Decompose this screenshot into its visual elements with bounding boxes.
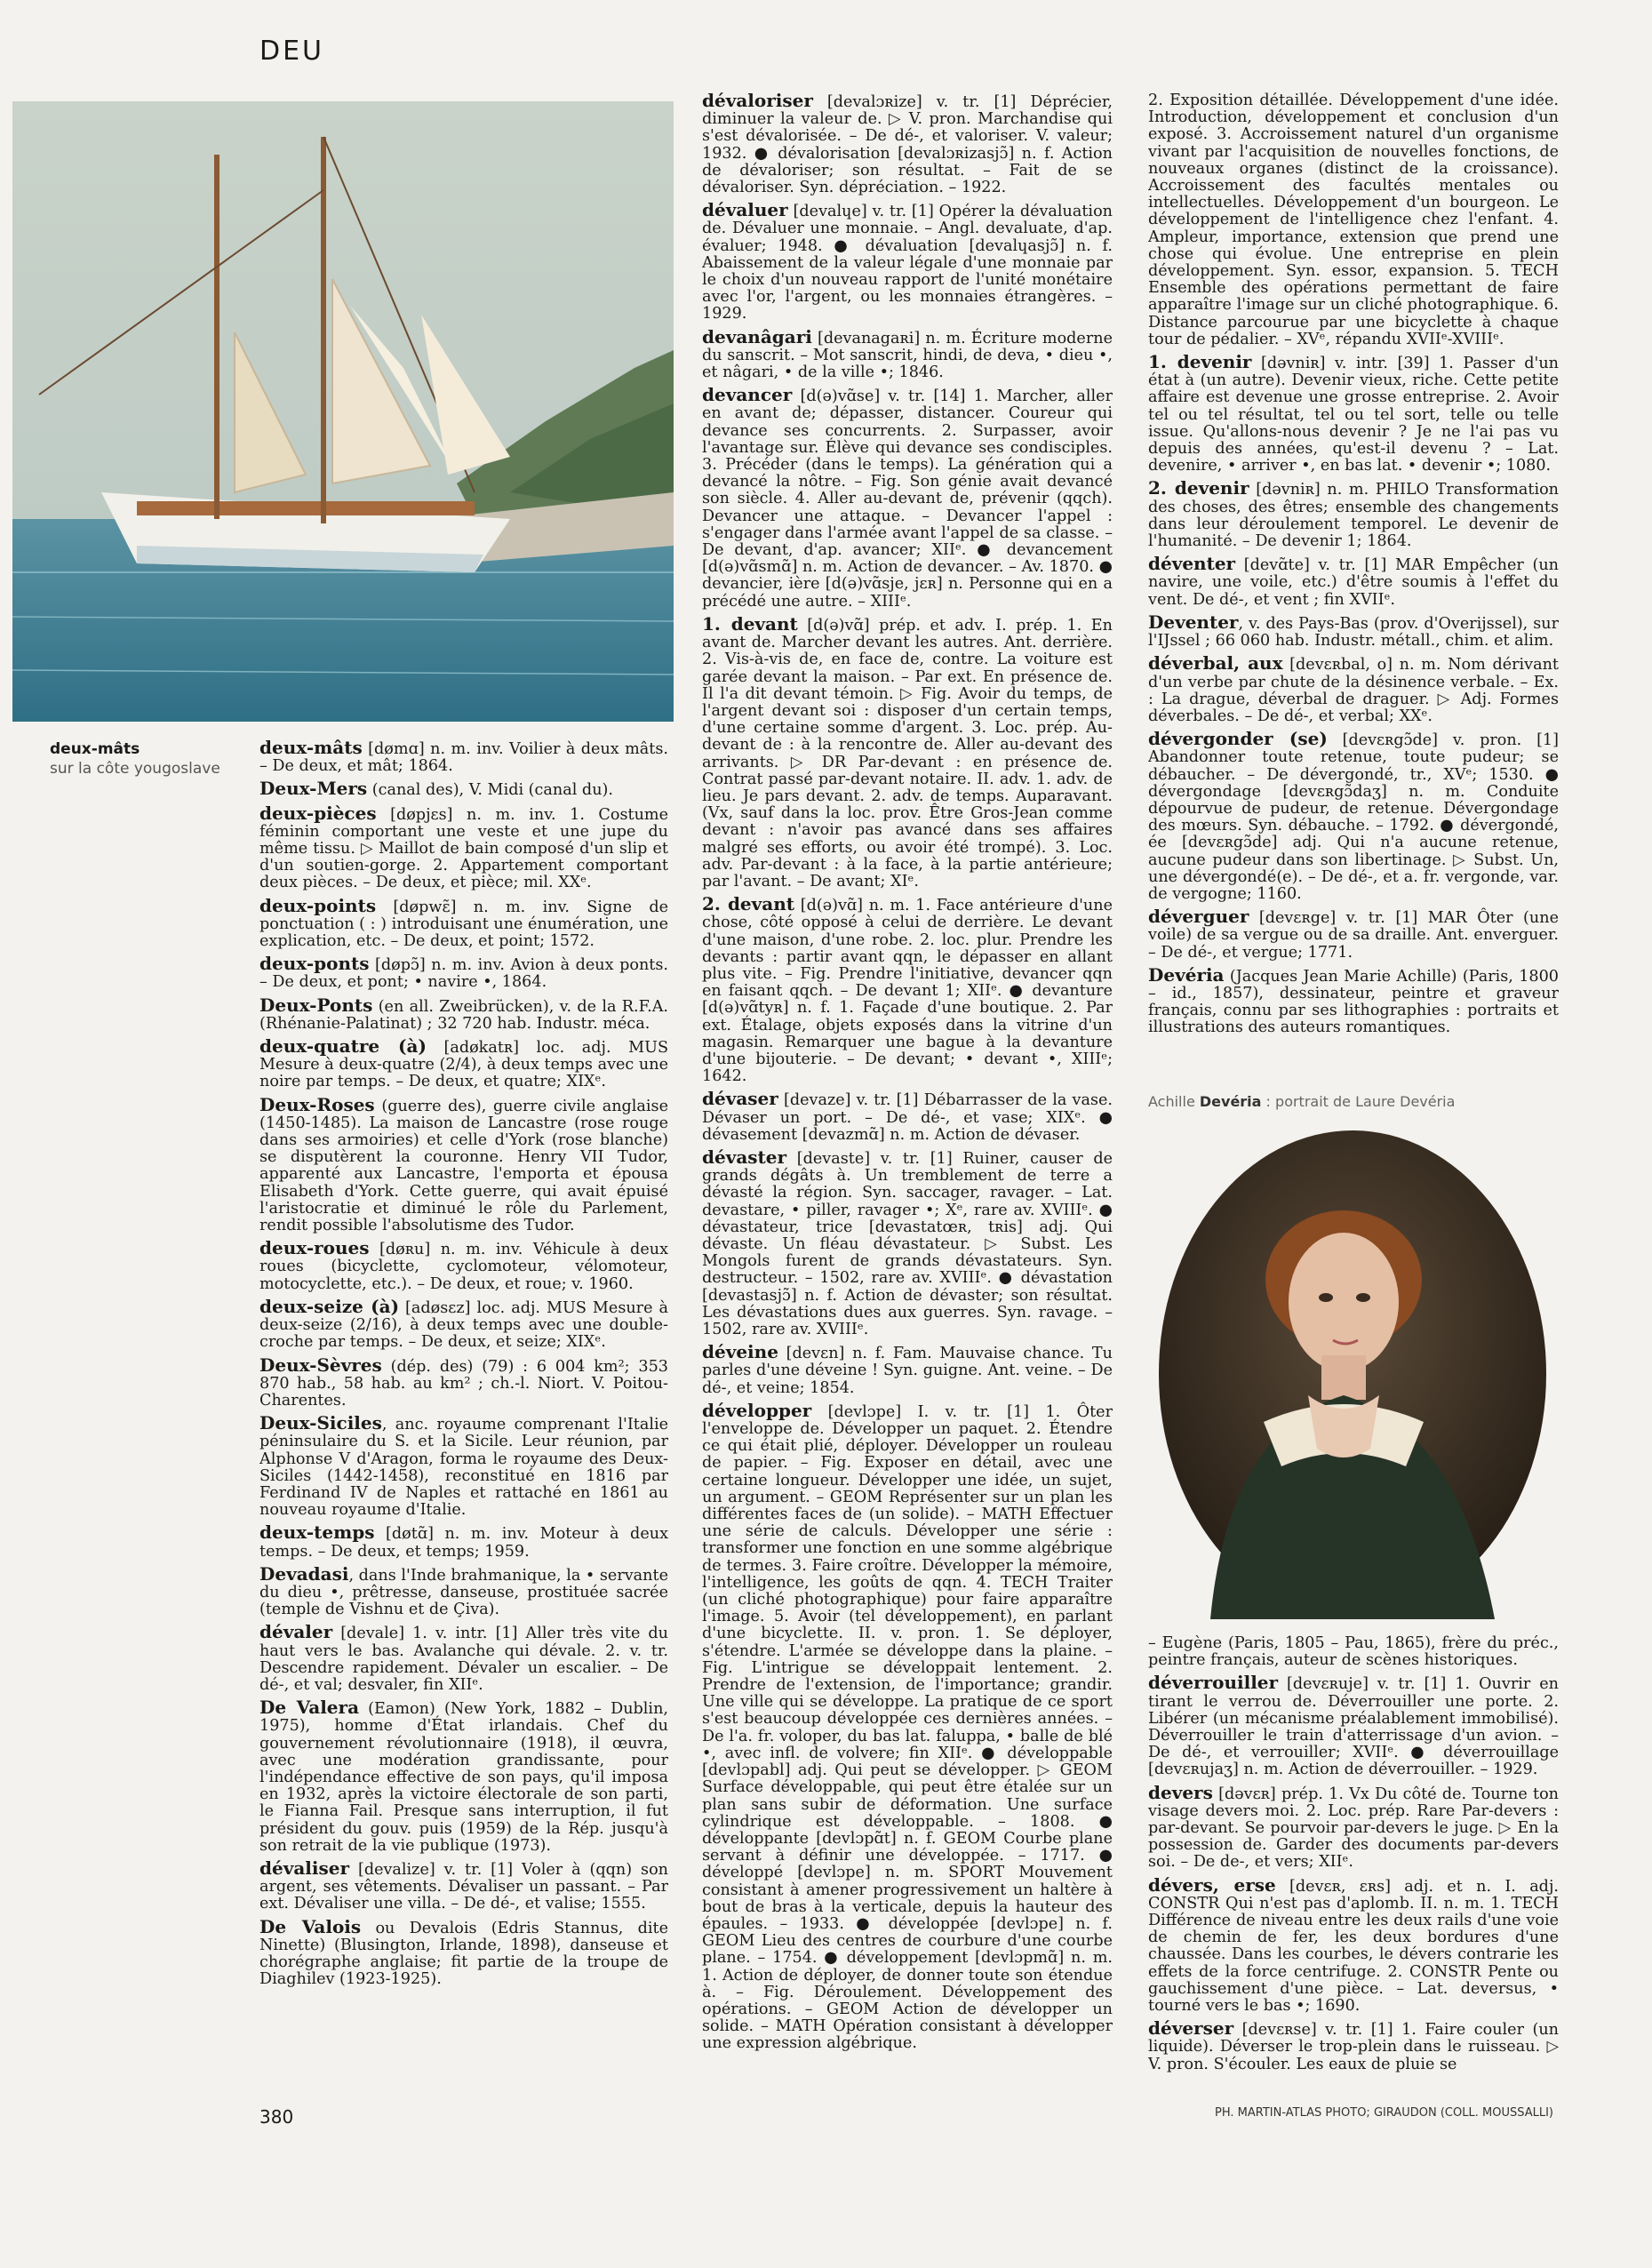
dictionary-entry	[259, 780, 668, 799]
running-head: DEU	[259, 36, 325, 67]
entry-headword: déverbal, aux	[1148, 652, 1283, 675]
dictionary-entry	[259, 955, 668, 991]
entry-definition: [døpjɛs] n. m. inv. 1. Costume féminin comportant une veste et une jupe du même tissu. ▷ Maillot de bain composé d'un slip et d'un soutien-gorge. 2. Appartement comportant deux pièces. – De deux, et pièce; mil. XXᵉ.	[259, 805, 668, 892]
column-3	[1148, 92, 1559, 1070]
entry-headword: Deux-Siciles	[259, 1412, 382, 1434]
dictionary-entry	[259, 1562, 668, 1619]
photo-caption	[50, 739, 263, 779]
entry-headword: deux-quatre (à)	[259, 1035, 427, 1058]
dictionary-entry	[702, 384, 1113, 611]
dictionary-entry	[702, 612, 1113, 890]
entry-headword: De Valois	[259, 1915, 362, 1937]
entry-headword: Deux-Ponts	[259, 994, 373, 1016]
entry-definition: [devlɔpe] I. v. tr. [1] 1. Ôter l'enveloppe de. Développer un paquet. 2. Étendre ce qui était plié, déployer. Développer un rouleau de papier. – Fig. Exposer en détail, avec une certaine longueur. Développer une idée, un sujet, un argument. – GEOM Représenter sur un plan les différentes faces de (un solide). – MATH Effectuer une série de calculs. Développer une série : transformer une fonction en une somme algébrique de termes. 3. Faire croître. Développer la mémoire, l'intelligence, les goûts de qqn. 4. TECH Traiter (un cliché photographique) pour faire apparaître l'image. 5. Avoir (tel développement), en parlant d'une bicyclette. II. v. pron. 1. Se déployer, s'étendre. L'armée se développe dans la plaine. – Fig. L'intrigue se développait lentement. 2. Prendre de l'extension, de l'importance; grandir. Une ville qui se développe. La pratique de ce sport s'est beaucoup développée ces dernières années. – De l'a. fr. voloper, du bas lat. faluppa, • balle de blé •, avec infl. de volvere; fin XIIᵉ. ● développable [devlɔpabl] adj. Qui peut se développer. ▷ GEOM Surface développable, qui peut être étalée sur un plan sans subir de déformation. Une surface cylindrique est développable. – 1808. ● développante [devlɔpɑ̃t] n. f. GEOM Courbe plane servant à définir une développée. – 1717. ● développé [devlɔpe] n. m. SPORT Mouvement consistant à amener progressivement un haltère à bout de bras à la verticale, depuis la hauteur des épaules. – 1933. ● développée [devlɔpe] n. f. GEOM Lieu des centres de courbure d'une courbe plane. – 1754. ● développement [devlɔpmɑ̃] n. m. 1. Action de déployer, de donner toute son étendue à. – Fig. Déroulement. Développement des opérations. – GEOM Action de développer un solide. – MATH Opération consistant à développer une expression algébrique.	[702, 1402, 1113, 2053]
entry-definition: [d(ə)vɑ̃] prép. et adv. I. prép. 1. En avant de. Marcher devant les autres. Ant. derrière. 2. Vis-à-vis de, en face de, contre. La voiture est garée devant la maison. – Par ext. En présence de. Il l'a dit devant témoin. ▷ Fig. Avoir du temps, de l'argent devant soi : disposer d'un certain temps, d'une certaine somme d'argent. 3. Loc. prép. Au-devant de : à la rencontre de. Aller au-devant des arrivants. ▷ DR Par-devant : en présence de. Contrat passé par-devant notaire. II. adv. 1. adv. de lieu. Je pars devant. 2. adv. de temps. Auparavant. (Vx, sauf dans la loc. prov. Être Gros-Jean comme devant : n'avoir pas avancé dans ses affaires malgré ses efforts, ou avoir été trompé). 3. Loc. adv. Par-devant : à la face, à la partie antérieure; par l'avant. – De avant; XIᵉ.	[702, 616, 1113, 890]
dictionary-entry	[1148, 728, 1559, 903]
entry-definition: (Eamon) (New York, 1882 – Dublin, 1975), homme d'État irlandais. Chef du gouvernement révolutionnaire (1918), il œuvra, avec une modération grandissante, pour l'indépendance effective de son pays, qu'il imposa en 1932, après la victoire électorale de son parti, le Fianna Fail. Presque sans interruption, il fut président du gouv. puis (1959) de la Rép. jusqu'à son retrait de la vie publique (1973).	[259, 1700, 668, 1855]
entry-headword: dévaser	[702, 1088, 778, 1110]
entry-definition: , anc. royaume comprenant l'Italie péninsulaire du S. et la Sicile. Leur réunion, par Alphonse V d'Aragon, forma le royaume des Deux-Siciles (1442-1458), reconstitué en 1816 par Ferdinand IV de Naples et rattaché en 1861 au nouveau royaume d'Italie.	[259, 1416, 668, 1520]
dictionary-entry	[1148, 1781, 1559, 1872]
dictionary-entry	[259, 1621, 668, 1694]
column-2	[702, 92, 1113, 2088]
dictionary-entry	[1148, 477, 1559, 551]
portrait-caption-prefix: Achille	[1148, 1093, 1195, 1110]
entry-definition: [devaste] v. tr. [1] Ruiner, causer de grands dégâts à. Un tremblement de terre a dévasté la région. Syn. saccager, ravager. – Lat. devastare, • piller, ravager •; Xᵉ, rare av. XVIIIᵉ. ● dévastateur, trice [devastatœʀ, tʀis] adj. Qui dévaste. Un fléau dévastateur. ▷ Subst. Les Mongols furent de grands dévastateurs. Syn. destructeur. – 1502, rare av. XVIIIᵉ. ● dévastation [devastasjɔ̃] n. f. Action de dévaster; son résultat. Les dévastations dues aux guerres. Syn. ravage. – 1502, rare av. XVIIIᵉ.	[702, 1149, 1113, 1339]
dictionary-entry	[1148, 611, 1559, 651]
column-3-continued	[1148, 1635, 1559, 2097]
entry-definition: [devɛʀse] v. tr. [1] 1. Faire couler (un liquide). Déverser le trop-plein dans le ruisseau. ▷ V. pron. S'écouler. Les eaux de pluie se	[1148, 2021, 1559, 2073]
portrait-caption-name: Devéria	[1199, 1093, 1262, 1110]
entry-definition: [devɛʀbal, o] n. m. Nom dérivant d'un verbe par chute de la désinence verbale. – Ex. : La drague, déverbal de draguer. ▷ Adj. Formes déverbales. – De dé-, et verbal; XXᵉ.	[1148, 656, 1559, 725]
entry-definition: [devɛʀgɔ̃de] v. pron. [1] Abandonner toute retenue, toute pudeur; se débaucher. – De dévergondé, tr., XVᵉ; 1530. ● dévergondage [devɛʀgɔ̃daʒ] n. m. Conduite dépourvue de pudeur, de retenue. Dévergondage des mœurs. Syn. débauche. – 1792. ● dévergondé, ée [devɛʀgɔ̃de] adj. Qui n'a aucune retenue, aucune pudeur dans son libertinage. ▷ Subst. Un, une dévergondé(e). – De dé-, et a. fr. vergonde, var. de vergogne; 1160.	[1148, 731, 1559, 903]
dictionary-entry	[259, 802, 668, 892]
column-1	[259, 739, 668, 2099]
entry-headword: 2. devenir	[1148, 477, 1249, 499]
dictionary-entry	[259, 1521, 668, 1561]
dictionary-entry	[702, 893, 1113, 1086]
sailing-ship-photo	[12, 101, 674, 722]
dictionary-entry	[259, 1857, 668, 1913]
entry-headword: deux-mâts	[259, 739, 363, 758]
entry-headword: 1. devant	[702, 612, 798, 635]
entry-definition: [døʀu] n. m. inv. Véhicule à deux roues (bicyclette, cyclomoteur, vélomoteur, motocyclette, etc.). – De deux, et roue; v. 1960.	[259, 1241, 668, 1293]
entry-definition: [dəvɛʀ] prép. 1. Vx Du côté de. Tourne ton visage devers moi. 2. Loc. prép. Rare Par-devers : par-devant. Se pourvoir par-devers le juge. ▷ En la possession de. Garder des documents par-devers soi. – De de-, et vers; XIIᵉ.	[1148, 1785, 1559, 1872]
entry-headword: dévaliser	[259, 1857, 350, 1879]
entry-definition: [devalɥe] v. tr. [1] Opérer la dévaluation de. Dévaluer une monnaie. – Angl. devaluate, d'ap. évaluer; 1948. ● dévaluation [devalɥasjɔ̃] n. f. Abaissement de la valeur légale d'une monnaie par le choix d'un nouveau rapport de l'unité monétaire avec l'or, l'argent, ou les monnaies étrangères. – 1929.	[702, 203, 1113, 323]
entry-definition: [devalɔʀize] v. tr. [1] Déprécier, diminuer la valeur de. ▷ V. pron. Marchandise qui s'est dévalorisée. – De dé-, et valoriser. V. valeur; 1932. ● dévalorisation [devalɔʀizasjɔ̃] n. f. Action de dévaloriser; son résultat. – Fait de se dévaloriser. Syn. dépréciation. – 1922.	[702, 93, 1113, 197]
entry-headword: dévaster	[702, 1146, 787, 1168]
entry-definition: [d(ə)vɑ̃] n. m. 1. Face antérieure d'une chose, côté opposé à celui de derrière. Le devant d'une maison, d'une robe. 2. loc. plur. Prendre les devants : partir avant qqn, le dépasser en allant plus vite. – Fig. Prendre l'initiative, devancer qqn en faisant qqch. – De devant 1; XIIᵉ. ● devanture [d(ə)vɑ̃tyʀ] n. f. 1. Façade d'une boutique. 2. Par ext. Étalage, objets exposés dans la vitrine d'un magasin. Remarquer une bague à la devanture d'une bijouterie. – De devant; • devant •, XIIIᵉ; 1642.	[702, 897, 1113, 1086]
dictionary-entry	[259, 994, 668, 1033]
dictionary-entry	[1148, 2017, 1559, 2073]
photo-caption-title: deux-mâts	[50, 740, 140, 758]
entry-headword: dévers, erse	[1148, 1873, 1276, 1896]
dictionary-entry	[702, 1341, 1113, 1397]
entry-definition: [devɛʀ, ɛʀs] adj. et n. I. adj. CONSTR Qui n'est pas d'aplomb. II. n. m. 1. TECH Différence de niveau entre les deux rails d'une voie de chemin de fer, les deux bordures d'une chaussée. Dans les courbes, le dévers contrarie les effets de la force centrifuge. 2. CONSTR Pente ou gauchissement d'une pièce. – Lat. deversus, • tourné vers le bas •; 1690.	[1148, 1877, 1559, 2016]
entry-definition: [døtɑ̃] n. m. inv. Moteur à deux temps. – De deux, et temps; 1959.	[259, 1525, 668, 1561]
dictionary-entry	[702, 325, 1113, 382]
entry-headword: deux-points	[259, 894, 377, 916]
dictionary-entry	[259, 1354, 668, 1410]
entry-headword: deux-seize (à)	[259, 1295, 400, 1317]
dictionary-entry	[702, 199, 1113, 323]
entry-headword: 1. devenir	[1148, 351, 1252, 373]
dictionary-entry	[259, 739, 668, 775]
dictionary-entry	[259, 1093, 668, 1235]
dictionary-entry	[1148, 351, 1559, 475]
dictionary-entry	[1148, 908, 1559, 962]
entry-definition: – Eugène (Paris, 1805 – Pau, 1865), frère du préc., peintre français, auteur de scènes historiques.	[1148, 1635, 1559, 1670]
entry-definition: [devanagaʀi] n. m. Écriture moderne du sanscrit. – Mot sanscrit, hindi, de deva, • dieu •, et nâgari, • de la ville •; 1846.	[702, 329, 1113, 382]
dictionary-entry	[702, 1399, 1113, 2053]
entry-headword: deux-pièces	[259, 802, 377, 824]
entry-headword: dévaluer	[702, 199, 788, 221]
entry-definition: (canal des), V. Midi (canal du).	[367, 781, 613, 800]
entry-headword: dévergonder (se)	[1148, 728, 1328, 750]
entry-headword: devancer	[702, 384, 793, 406]
entry-headword: Deux-Sèvres	[259, 1354, 382, 1376]
entry-headword: deux-ponts	[259, 953, 370, 975]
entry-headword: 2. devant	[702, 893, 795, 915]
entry-definition: [adøkatʀ] loc. adj. MUS Mesure à deux-quatre (2/4), à deux temps avec une noire par temps. – De deux, et quatre; XIXᵉ.	[259, 1039, 668, 1091]
dictionary-entry	[702, 1146, 1113, 1339]
entry-definition: [adøsɛz] loc. adj. MUS Mesure à deux-seize (2/16), à deux temps avec une double-croche par temps. – De deux, et seize; XIXᵉ.	[259, 1298, 668, 1352]
entry-headword: Devadasi	[259, 1562, 349, 1585]
dictionary-entry	[259, 1412, 668, 1520]
entry-definition: [døpwɛ̃] n. m. inv. Signe de ponctuation ( : ) introduisant une énumération, une explication, etc. – De deux, et point; 1572.	[259, 898, 668, 951]
page-number: 380	[259, 2106, 294, 2128]
entry-definition: [dəvniʀ] v. intr. [39] 1. Passer d'un état à (un autre). Devenir vieux, riche. Cette petite affaire est devenue une grosse entreprise. 2. Avoir tel ou tel résultat, tel ou tel sort, telle ou telle issue. Qu'allons-nous devenir ? Je ne l'ai pas vu depuis des années, qu'est-il devenu ? – Lat. devenire, • arriver •, en bas lat. • devenir •; 1080.	[1148, 355, 1559, 475]
dictionary-entry	[1148, 1674, 1559, 1778]
portrait-caption	[1148, 1093, 1557, 1110]
entry-definition: [devɑ̃te] v. tr. [1] MAR Empêcher (un navire, une voile, etc.) d'être soumis à l'effet du vent. De dé-, et vent ; fin XVIIᵉ.	[1148, 556, 1559, 609]
entry-headword: devers	[1148, 1781, 1213, 1803]
dictionary-entry	[1148, 652, 1559, 725]
dictionary-entry	[1148, 1873, 1559, 2016]
dictionary-entry	[1148, 92, 1559, 348]
entry-definition: [d(ə)vɑ̃se] v. tr. [14] 1. Marcher, aller en avant de; dépasser, distancer. Coureur qui devance ses concurrents. 2. Surpasser, avoir l'avantage sur. Élève qui devance ses condisciples. 3. Précéder (dans le temps). La génération qui a devancé la nôtre. – Fig. Son génie avait devancé son siècle. 4. Aller au-devant de, prévenir (qqch). Devancer une attaque. – Devancer l'appel : s'engager dans l'armée avant l'appel de sa classe. – De devant, d'ap. avancer; XIIᵉ. ● devancement [d(ə)vɑ̃smɑ̃] n. m. Action de devancer. – Av. 1870. ● devancier, ière [d(ə)vɑ̃sje, jɛʀ] n. Personne qui en a précédé une autre. – XIIIᵉ.	[702, 387, 1113, 611]
entry-headword: De Valera	[259, 1697, 360, 1719]
entry-headword: dévaloriser	[702, 92, 813, 111]
entry-definition: [devaze] v. tr. [1] Débarrasser de la vase. Dévaser un port. – De dé-, et vase; XIXᵉ. ● dévasement [devazmɑ̃] n. m. Action de dévaser.	[702, 1091, 1113, 1144]
dictionary-entry	[259, 1699, 668, 1855]
entry-headword: dévaler	[259, 1621, 333, 1643]
entry-definition: (Jacques Jean Marie Achille) (Paris, 1800 – id., 1857), dessinateur, peintre et graveur français, connu par ses lithographies : portraits et illustrations des auteurs romantiques.	[1148, 967, 1559, 1037]
entry-headword: devanâgari	[702, 325, 812, 347]
entry-headword: déverguer	[1148, 906, 1249, 928]
entry-definition: [dəvniʀ] n. m. PHILO Transformation des choses, des êtres; ensemble des changements dans leur déroulement temporel. Le devenir de l'humanité. – De devenir 1; 1864.	[1148, 481, 1559, 551]
entry-definition: (dép. des) (79) : 6 004 km²; 353 870 hab., 58 hab. au km² ; ch.-l. Niort. V. Poitou-Charentes.	[259, 1357, 668, 1410]
entry-headword: Deux-Mers	[259, 778, 368, 800]
entry-definition: , dans l'Inde brahmanique, la • servante du dieu •, prêtresse, danseuse, prostituée sacrée (temple de Vishnu et de Çiva).	[259, 1566, 668, 1619]
entry-definition: ou Devalois (Edris Stannus, dite Ninette) (Blusington, Irlande, 1898), danseuse et chorégraphe anglaise; fit partie de la troupe de Diaghilev (1923-1925).	[259, 1919, 668, 1989]
entry-definition: [devɛʀuje] v. tr. [1] 1. Ouvrir en tirant le verrou de. Déverrouiller une porte. 2. Libérer (un mécanisme préalablement immobilisé). Déverrouiller le train d'atterrissage d'un avion. – De dé-, et verrouiller; XVIIᵉ. ● déverrouillage [devɛʀujaʒ] n. m. Action de déverrouiller. – 1929.	[1148, 1675, 1559, 1779]
entry-headword: Deventer	[1148, 611, 1239, 633]
entry-definition: (guerre des), guerre civile anglaise (1450-1485). La maison de Lancastre (rose rouge dans ses armoiries) et celle d'York (rose blanche) se disputèrent la couronne. Henry VII Tudor, apparenté aux Lancastre, l'emporta et épousa Elisabeth d'York. Cette guerre, qui avait épuisé l'aristocratie et diminué le rôle du Parlement, rendit possible l'absolutisme des Tudor.	[259, 1097, 668, 1235]
photo-caption-subtitle: sur la côte yougoslave	[50, 760, 220, 778]
entry-headword: deux-temps	[259, 1521, 375, 1544]
dictionary-entry	[259, 894, 668, 951]
dictionary-entry	[259, 1035, 668, 1091]
entry-headword: déverrouiller	[1148, 1672, 1279, 1694]
entry-headword: Deux-Roses	[259, 1093, 375, 1115]
entry-headword: déventer	[1148, 553, 1236, 575]
entry-definition: [devɛʀge] v. tr. [1] MAR Ôter (une voile) de sa vergue ou de sa draille. Ant. enverguer. – De dé-, et vergue; 1771.	[1148, 909, 1559, 962]
entry-definition: [devale] 1. v. intr. [1] Aller très vite du haut vers le bas. Avalanche qui dévale. 2. v. tr. Descendre rapidement. Dévaler un escalier. – De dé-, et val; desvaler, fin XIIᵉ.	[259, 1625, 668, 1694]
dictionary-entry	[259, 1295, 668, 1352]
woman-portrait-painting	[1157, 1129, 1548, 1619]
photo-credit: PH. MARTIN-ATLAS PHOTO; GIRAUDON (COLL. MOUSSALLI)	[1215, 2106, 1553, 2120]
dictionary-entry	[259, 1915, 668, 1989]
dictionary-entry	[702, 1090, 1113, 1144]
dictionary-entry	[1148, 555, 1559, 609]
dictionary-entry	[1148, 1635, 1559, 1669]
entry-definition: [devalize] v. tr. [1] Voler à (qqn) son argent, ses vêtements. Dévaliser un passant. – Par ext. Dévaliser une villa. – De dé-, et valise; 1555.	[259, 1860, 668, 1913]
portrait-illustration	[1157, 1129, 1548, 1619]
entry-headword: deux-roues	[259, 1237, 370, 1259]
sailing-ship-illustration	[12, 101, 674, 722]
entry-headword: déverser	[1148, 2017, 1234, 2040]
entry-definition: 2. Exposition détaillée. Développement d'une idée. Introduction, développement et conclusion d'un exposé. 3. Accroissement naturel d'un organisme vivant par l'acquisition de nouvelles fonctions, de nouveaux organes (distinct de la croissance). Accroissement des facultés mentales ou intellectuelles. Développement d'un bourgeon. Le développement de l'intelligence chez l'enfant. 4. Ampleur, importance, extension que prend une chose qui évolue. Une entreprise en plein développement. Syn. essor, expansion. 5. TECH Ensemble des opérations permettant de faire apparaître l'image sur un cliché photographique. 6. Distance parcourue par une bicyclette à chaque tour de pédalier. – XVᵉ, répandu XVIIᵉ-XVIIIᵉ.	[1148, 92, 1559, 348]
entry-definition: [døpɔ̃] n. m. inv. Avion à deux ponts. – De deux, et pont; • navire •, 1864.	[259, 956, 668, 992]
dictionary-entry	[702, 92, 1113, 196]
entry-headword: Devéria	[1148, 963, 1225, 986]
entry-headword: développer	[702, 1399, 812, 1421]
entry-definition: , v. des Pays-Bas (prov. d'Overijssel), sur l'IJssel ; 66 060 hab. Industr. métall., chim. et alim.	[1148, 614, 1559, 651]
portrait-caption-rest: : portrait de Laure Devéria	[1261, 1093, 1456, 1110]
entry-definition: [devɛn] n. f. Fam. Mauvaise chance. Tu parles d'une déveine ! Syn. guigne. Ant. veine. – De dé-, et veine; 1854.	[702, 1345, 1113, 1397]
entry-headword: déveine	[702, 1341, 778, 1363]
dictionary-entry	[259, 1237, 668, 1293]
dictionary-entry	[1148, 963, 1559, 1037]
entry-definition: [dømɑ] n. m. inv. Voilier à deux mâts. – De deux, et mât; 1864.	[259, 740, 668, 776]
entry-definition: (en all. Zweibrücken), v. de la R.F.A. (Rhénanie-Palatinat) ; 32 720 hab. Industr. méca.	[259, 997, 668, 1033]
